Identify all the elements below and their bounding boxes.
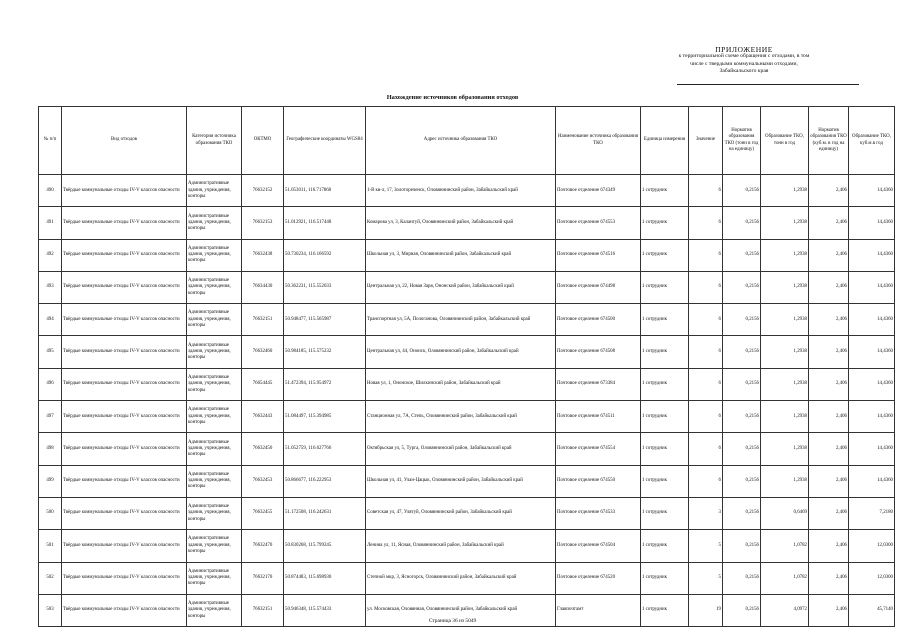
cell-norm-t: 0,2156 <box>723 304 761 336</box>
cell-coords: 50.730234, 116.166592 <box>284 239 366 271</box>
table-row <box>39 433 895 465</box>
cell-no: 496 <box>39 368 62 400</box>
cell-coords: 51.053011, 116.717868 <box>284 175 366 207</box>
cell-norm-t: 0,2156 <box>723 562 761 594</box>
cell-waste: Твёрдые коммунальные отходы IV-V классов опасности <box>62 175 187 207</box>
cell-source: Почтовое отделение 674550 <box>556 465 641 497</box>
cell-norm-m: 2,406 <box>809 497 849 529</box>
cell-total-m: 14,4360 <box>849 401 895 433</box>
cell-norm-m: 2,406 <box>809 271 849 303</box>
cell-waste: Твёрдые коммунальные отходы IV-V классов опасности <box>62 433 187 465</box>
cell-norm-m: 2,406 <box>809 401 849 433</box>
cell-source: Почтовое отделение 674533 <box>556 497 641 529</box>
cell-value: 6 <box>689 368 723 400</box>
table-row <box>39 562 895 594</box>
col-header-oktmo: ОКТМО <box>242 107 284 175</box>
page-title: Нахождение источников образования отходов <box>386 94 519 101</box>
cell-no: 494 <box>39 304 62 336</box>
cell-waste: Твёрдые коммунальные отходы IV-V классов опасности <box>62 368 187 400</box>
cell-coords: 51.472394, 115.954972 <box>284 368 366 400</box>
col-header-total-t: Образование ТКО, тонн в год <box>761 107 809 175</box>
cell-source: Почтовое отделение 674554 <box>556 433 641 465</box>
cell-total-t: 1,2938 <box>761 304 809 336</box>
cell-unit: 1 сотрудник <box>641 271 689 303</box>
cell-source: Почтовое отделение 674553 <box>556 207 641 239</box>
cell-category: Административные здания, учреждения, конторы <box>187 433 242 465</box>
sources-table <box>38 106 895 627</box>
cell-unit: 1 сотрудник <box>641 433 689 465</box>
cell-coords: 50.946348, 115.574433 <box>284 594 366 626</box>
cell-norm-m: 2,406 <box>809 175 849 207</box>
cell-coords: 50.362231, 115.552033 <box>284 271 366 303</box>
table-row <box>39 465 895 497</box>
cell-oktmo: 76632450 <box>242 433 284 465</box>
cell-category: Административные здания, учреждения, конторы <box>187 368 242 400</box>
cell-oktmo: 76632151 <box>242 594 284 626</box>
cell-value: 6 <box>689 401 723 433</box>
cell-value: 5 <box>689 562 723 594</box>
cell-total-t: 1,2938 <box>761 239 809 271</box>
cell-address: ул. Московская, Оловянная, Оловяннинский район, Забайкальский край <box>366 594 556 626</box>
annex-line-1: к территориальной схеме обращения с отходами, в том <box>678 53 810 60</box>
col-header-waste: Вид отходов <box>62 107 187 175</box>
cell-coords: 50.830268, 115.799245 <box>284 530 366 562</box>
cell-norm-t: 0,2156 <box>723 175 761 207</box>
cell-waste: Твёрдые коммунальные отходы IV-V классов опасности <box>62 304 187 336</box>
cell-category: Административные здания, учреждения, конторы <box>187 530 242 562</box>
cell-norm-m: 2,406 <box>809 239 849 271</box>
cell-category: Административные здания, учреждения, конторы <box>187 497 242 529</box>
annex-block <box>629 46 859 85</box>
cell-norm-m: 2,406 <box>809 465 849 497</box>
cell-norm-t: 0,2156 <box>723 207 761 239</box>
cell-address: Школьная ул, 3, Мирная, Оловяннинский район, Забайкальский край <box>366 239 556 271</box>
cell-source: Почтовое отделение 674498 <box>556 271 641 303</box>
cell-no: 499 <box>39 465 62 497</box>
cell-value: 6 <box>689 175 723 207</box>
cell-total-m: 14,4360 <box>849 336 895 368</box>
cell-value: 6 <box>689 207 723 239</box>
col-header-address: Адрес источника образования ТКО <box>366 107 556 175</box>
cell-category: Административные здания, учреждения, конторы <box>187 594 242 626</box>
cell-unit: 1 сотрудник <box>641 401 689 433</box>
cell-no: 500 <box>39 497 62 529</box>
cell-value: 6 <box>689 465 723 497</box>
col-header-coords: Географические координаты WGS84 <box>284 107 366 175</box>
annex-line-3: Забайкальского края <box>719 68 769 75</box>
cell-total-m: 7,2180 <box>849 497 895 529</box>
cell-total-t: 1,0782 <box>761 562 809 594</box>
col-header-value: Значение <box>689 107 723 175</box>
cell-unit: 1 сотрудник <box>641 562 689 594</box>
cell-value: 19 <box>689 594 723 626</box>
cell-total-m: 14,4360 <box>849 465 895 497</box>
cell-norm-m: 2,406 <box>809 433 849 465</box>
cell-total-t: 4,0972 <box>761 594 809 626</box>
cell-waste: Твёрдые коммунальные отходы IV-V классов опасности <box>62 497 187 529</box>
cell-oktmo: 76632455 <box>242 497 284 529</box>
cell-category: Административные здания, учреждения, конторы <box>187 239 242 271</box>
cell-total-t: 0,6469 <box>761 497 809 529</box>
cell-coords: 50.984185, 115.575232 <box>284 336 366 368</box>
cell-value: 5 <box>689 530 723 562</box>
cell-address: Ленина ул, 11, Ясная, Оловяннинский район, Забайкальский край <box>366 530 556 562</box>
cell-total-t: 1,0782 <box>761 530 809 562</box>
cell-category: Административные здания, учреждения, конторы <box>187 271 242 303</box>
cell-norm-m: 2,406 <box>809 336 849 368</box>
annex-rule <box>677 84 859 85</box>
table-row <box>39 368 895 400</box>
cell-address: Новая ул, 1, Ононское, Шилкинский район, Забайкальский край <box>366 368 556 400</box>
cell-address: Школьная ул, 41, Улан-Цацык, Оловяннинский район, Забайкальский край <box>366 465 556 497</box>
cell-oktmo: 76632152 <box>242 175 284 207</box>
col-header-source: Наименование источника образования ТКО <box>556 107 641 175</box>
cell-waste: Твёрдые коммунальные отходы IV-V классов опасности <box>62 239 187 271</box>
cell-waste: Твёрдые коммунальные отходы IV-V классов опасности <box>62 207 187 239</box>
cell-address: Транспортная ул, 5А, Пологанова, Оловяннинский район, Забайкальский край <box>366 304 556 336</box>
cell-total-t: 1,2938 <box>761 368 809 400</box>
cell-category: Административные здания, учреждения, конторы <box>187 175 242 207</box>
page-footer: Страница 36 из 5049 <box>428 618 477 624</box>
cell-norm-t: 0,2156 <box>723 271 761 303</box>
cell-total-m: 14,4360 <box>849 368 895 400</box>
cell-unit: 1 сотрудник <box>641 465 689 497</box>
cell-coords: 51.052759, 116.627766 <box>284 433 366 465</box>
cell-waste: Твёрдые коммунальные отходы IV-V классов опасности <box>62 465 187 497</box>
cell-norm-t: 0,2156 <box>723 368 761 400</box>
cell-oktmo: 76632443 <box>242 401 284 433</box>
cell-waste: Твёрдые коммунальные отходы IV-V классов опасности <box>62 530 187 562</box>
cell-source: Почтовое отделение 673384 <box>556 368 641 400</box>
cell-source: Почтовое отделение 674504 <box>556 530 641 562</box>
cell-category: Административные здания, учреждения, конторы <box>187 401 242 433</box>
cell-norm-t: 0,2156 <box>723 465 761 497</box>
cell-norm-m: 2,406 <box>809 562 849 594</box>
cell-total-m: 12,0300 <box>849 530 895 562</box>
cell-total-m: 45,7140 <box>849 594 895 626</box>
cell-total-m: 14,4360 <box>849 239 895 271</box>
cell-unit: 1 сотрудник <box>641 594 689 626</box>
cell-oktmo: 76632151 <box>242 304 284 336</box>
cell-total-t: 1,2938 <box>761 207 809 239</box>
table-row <box>39 401 895 433</box>
cell-total-m: 14,4360 <box>849 207 895 239</box>
cell-total-m: 14,4360 <box>849 271 895 303</box>
cell-unit: 1 сотрудник <box>641 239 689 271</box>
cell-total-t: 1,2938 <box>761 465 809 497</box>
cell-source: Почтовое отделение 674511 <box>556 401 641 433</box>
cell-no: 495 <box>39 336 62 368</box>
cell-unit: 1 сотрудник <box>641 368 689 400</box>
col-header-category: Категория источника образования ТКО <box>187 107 242 175</box>
cell-value: 6 <box>689 336 723 368</box>
cell-value: 6 <box>689 271 723 303</box>
cell-source: Почтовое отделение 674520 <box>556 562 641 594</box>
cell-category: Административные здания, учреждения, конторы <box>187 562 242 594</box>
cell-waste: Твёрдые коммунальные отходы IV-V классов опасности <box>62 271 187 303</box>
cell-value: 3 <box>689 497 723 529</box>
cell-norm-t: 0,2156 <box>723 239 761 271</box>
cell-coords: 50.866677, 116.222953 <box>284 465 366 497</box>
cell-source: Главпочтамт <box>556 594 641 626</box>
cell-no: 497 <box>39 401 62 433</box>
cell-address: Центральная ул, 22, Новая Заря, Ононский район, Забайкальский край <box>366 271 556 303</box>
cell-unit: 1 сотрудник <box>641 530 689 562</box>
cell-address: Советская ул, 47, Улятуй, Оловяннинский район, Забайкальский край <box>366 497 556 529</box>
cell-source: Почтовое отделение 674500 <box>556 304 641 336</box>
cell-total-m: 14,4360 <box>849 433 895 465</box>
cell-waste: Твёрдые коммунальные отходы IV-V классов опасности <box>62 401 187 433</box>
cell-unit: 1 сотрудник <box>641 304 689 336</box>
col-header-unit: Единица измерения <box>641 107 689 175</box>
cell-oktmo: 76634430 <box>242 271 284 303</box>
cell-source: Почтовое отделение 674508 <box>556 336 641 368</box>
cell-norm-m: 2,406 <box>809 304 849 336</box>
cell-source: Почтовое отделение 674349 <box>556 175 641 207</box>
col-header-norm-t: Норматив образования ТКО (тонн в год на единицу) <box>723 107 761 175</box>
cell-no: 503 <box>39 594 62 626</box>
cell-no: 493 <box>39 271 62 303</box>
cell-address: Комарова ул, 3, Калангуй, Оловяннинский район, Забайкальский край <box>366 207 556 239</box>
annex-heading: ПРИЛОЖЕНИЕ <box>715 45 773 54</box>
cell-norm-t: 0,2156 <box>723 497 761 529</box>
col-header-norm-m: Норматив образования ТКО (куб.м. в год на единицу) <box>809 107 849 175</box>
table-body <box>39 175 895 627</box>
cell-total-m: 14,4360 <box>849 304 895 336</box>
cell-category: Административные здания, учреждения, конторы <box>187 465 242 497</box>
cell-total-t: 1,2938 <box>761 433 809 465</box>
annex-line-2: числе с твердыми коммунальными отходами, <box>690 60 798 67</box>
table-row <box>39 530 895 562</box>
cell-category: Административные здания, учреждения, конторы <box>187 207 242 239</box>
cell-coords: 51.172508, 116.242631 <box>284 497 366 529</box>
cell-oktmo: 76632470 <box>242 530 284 562</box>
cell-waste: Твёрдые коммунальные отходы IV-V классов опасности <box>62 336 187 368</box>
cell-no: 501 <box>39 530 62 562</box>
cell-norm-t: 0,2156 <box>723 336 761 368</box>
cell-norm-t: 0,2156 <box>723 530 761 562</box>
cell-oktmo: 76654445 <box>242 368 284 400</box>
cell-category: Административные здания, учреждения, конторы <box>187 304 242 336</box>
cell-unit: 1 сотрудник <box>641 207 689 239</box>
table-row <box>39 207 895 239</box>
cell-coords: 51.084497, 115.394985 <box>284 401 366 433</box>
table-row <box>39 175 895 207</box>
cell-category: Административные здания, учреждения, конторы <box>187 336 242 368</box>
cell-total-t: 1,2938 <box>761 336 809 368</box>
cell-waste: Твёрдые коммунальные отходы IV-V классов опасности <box>62 562 187 594</box>
cell-unit: 1 сотрудник <box>641 497 689 529</box>
cell-unit: 1 сотрудник <box>641 175 689 207</box>
cell-oktmo: 76632153 <box>242 207 284 239</box>
cell-source: Почтовое отделение 674516 <box>556 239 641 271</box>
cell-coords: 50.948477, 115.565987 <box>284 304 366 336</box>
table-row <box>39 336 895 368</box>
cell-coords: 50.874483, 115.698930 <box>284 562 366 594</box>
cell-oktmo: 76632438 <box>242 239 284 271</box>
cell-address: 1-В кв-л, 17, Золотореченск, Оловяннинский район, Забайкальский край <box>366 175 556 207</box>
cell-norm-m: 2,406 <box>809 207 849 239</box>
table-row <box>39 304 895 336</box>
cell-norm-m: 2,406 <box>809 594 849 626</box>
col-header-no: № п/п <box>39 107 62 175</box>
cell-norm-t: 0,2156 <box>723 433 761 465</box>
table-row <box>39 497 895 529</box>
cell-address: Степной мкр, 3, Ясногорск, Оловяннинский район, Забайкальский край <box>366 562 556 594</box>
cell-waste: Твёрдые коммунальные отходы IV-V классов опасности <box>62 594 187 626</box>
cell-oktmo: 76632460 <box>242 336 284 368</box>
cell-norm-m: 2,406 <box>809 530 849 562</box>
cell-norm-t: 0,2156 <box>723 401 761 433</box>
cell-total-t: 1,2938 <box>761 175 809 207</box>
cell-no: 502 <box>39 562 62 594</box>
cell-no: 492 <box>39 239 62 271</box>
cell-no: 498 <box>39 433 62 465</box>
cell-oktmo: 76632170 <box>242 562 284 594</box>
cell-total-t: 1,2938 <box>761 271 809 303</box>
cell-address: Октябрьская ул, 5, Турга, Оловяннинский район, Забайкальский край <box>366 433 556 465</box>
cell-oktmo: 76632453 <box>242 465 284 497</box>
cell-total-m: 14,4360 <box>849 175 895 207</box>
cell-unit: 1 сотрудник <box>641 336 689 368</box>
cell-no: 490 <box>39 175 62 207</box>
cell-norm-m: 2,406 <box>809 368 849 400</box>
table-header-row <box>39 107 895 175</box>
cell-total-t: 1,2938 <box>761 401 809 433</box>
cell-address: Станционная ул, 7А, Степь, Оловяннинский район, Забайкальский край <box>366 401 556 433</box>
table-row <box>39 271 895 303</box>
cell-value: 6 <box>689 304 723 336</box>
col-header-total-m: Образование ТКО, куб.м.в год <box>849 107 895 175</box>
table-row <box>39 239 895 271</box>
cell-coords: 51.012921, 116.517448 <box>284 207 366 239</box>
cell-value: 6 <box>689 239 723 271</box>
cell-address: Центральная ул, 44, Ононск, Оловяннинский район, Забайкальский край <box>366 336 556 368</box>
cell-no: 491 <box>39 207 62 239</box>
cell-value: 6 <box>689 433 723 465</box>
cell-total-m: 12,0300 <box>849 562 895 594</box>
cell-norm-t: 0,2156 <box>723 594 761 626</box>
